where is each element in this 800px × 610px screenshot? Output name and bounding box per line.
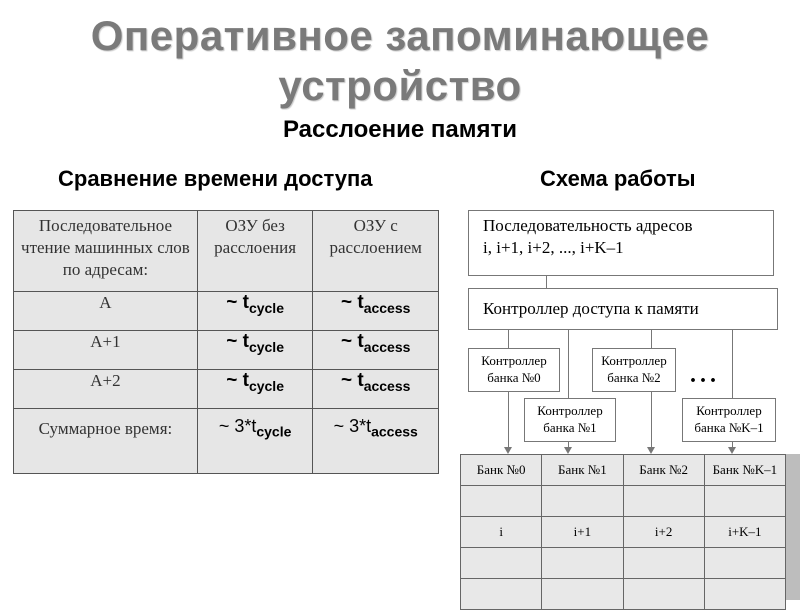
table-row	[461, 579, 786, 610]
header-no-interleave: ОЗУ без расслоения	[197, 211, 313, 292]
ellipsis: ...	[690, 362, 720, 388]
row-address: A+1	[14, 331, 198, 370]
bank-header: Банк №0	[461, 455, 542, 486]
bank-controller-2: Контроллер банка №2	[592, 348, 676, 392]
bank-value: i+1	[542, 517, 623, 548]
arrow-head	[564, 447, 572, 454]
banks-header-row	[461, 455, 786, 486]
table-header-row	[14, 211, 439, 292]
address-sequence-box	[468, 210, 774, 276]
bank-value: i	[461, 517, 542, 548]
memory-controller-box: Контроллер доступа к памяти	[468, 288, 778, 330]
sum-access: ~ $3*t_{access}$	[313, 409, 439, 474]
side-strip	[786, 454, 800, 600]
sum-label: Суммарное время:	[14, 409, 198, 474]
seq-line1: Последовательность адресов	[483, 216, 693, 235]
subtitle: Расслоение памяти	[282, 116, 518, 143]
table-row	[14, 331, 439, 370]
table-row	[461, 517, 786, 548]
sum-cycle: ~ $3*t_{cycle}$	[197, 409, 313, 474]
banks-table	[460, 454, 786, 610]
bank-controller-0: Контроллер банка №0	[468, 348, 560, 392]
row-time-access: ~ $t_{access}$	[313, 370, 439, 409]
title-line2: устройство	[278, 62, 522, 109]
header-address: Последовательное чтение машинных слов по адресам:	[14, 211, 198, 292]
row-address: A+2	[14, 370, 198, 409]
connector	[546, 276, 547, 288]
table-sum-row	[14, 409, 439, 474]
header-interleave: ОЗУ с расслоением	[313, 211, 439, 292]
row-time-cycle: ~ $t_{cycle}$	[197, 331, 313, 370]
arrow-head	[647, 447, 655, 454]
table-row	[14, 370, 439, 409]
arrow-head	[504, 447, 512, 454]
title-line1: Оперативное запоминающее	[90, 12, 710, 59]
bank-header: Банк №1	[542, 455, 623, 486]
table-row	[14, 292, 439, 331]
row-time-cycle: ~ $t_{cycle}$	[197, 370, 313, 409]
bank-header: Банк №2	[623, 455, 704, 486]
seq-line2: i, i+1, i+2, ..., i+K–1	[483, 238, 624, 257]
bank-controller-1: Контроллер банка №1	[524, 398, 616, 442]
bank-controller-k-1: Контроллер банка №K–1	[682, 398, 776, 442]
arrow-head	[728, 447, 736, 454]
bank-value: i+2	[623, 517, 704, 548]
bank-value: i+K–1	[704, 517, 785, 548]
bank-header: Банк №K–1	[704, 455, 785, 486]
access-time-table	[13, 210, 439, 474]
row-address: A	[14, 292, 198, 331]
row-time-access: ~ $t_{access}$	[313, 292, 439, 331]
table-row	[461, 548, 786, 579]
table-row	[461, 486, 786, 517]
right-heading: Схема работы	[540, 166, 696, 191]
row-time-cycle: ~ $t_{cycle}$	[197, 292, 313, 331]
left-heading: Сравнение времени доступа	[58, 166, 373, 191]
row-time-access: ~ $t_{access}$	[313, 331, 439, 370]
